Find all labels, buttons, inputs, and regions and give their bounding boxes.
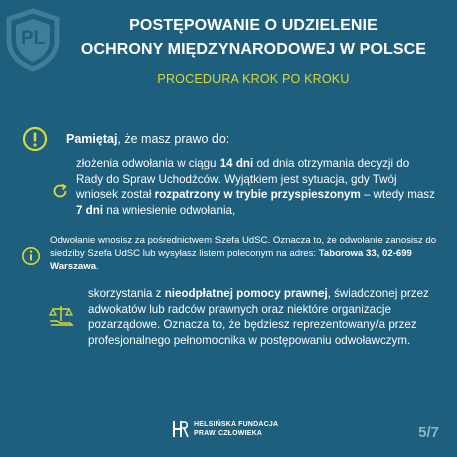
appeal-accelerated: rozpatrzony w trybie przyspieszonym [154, 188, 361, 201]
org-name-line-2: PRAW CZŁOWIEKA [194, 429, 263, 437]
appeal-text [76, 156, 436, 218]
page-subtitle: PROCEDURA KROK PO KROKU [157, 72, 350, 86]
appeal-part-2: od dnia otrzymania decyzji do Rady do Spraw Uchodźców. Wyjątkiem jest sytuacja, gdy Twój wniosek został [76, 157, 410, 201]
legal-aid-text [88, 286, 443, 348]
reminder-text [66, 132, 229, 148]
legal-part-2: , świadczonej przez adwokatów lub radców prawnych oraz niektóre organizacje pozarządowe. Oznacza to, że będziesz reprezentowany/a przez profesjonalnego pełnomocnika w postępowaniu odwoławczym. [88, 287, 429, 347]
info-part-1: Odwołanie wnosisz za pośrednictwem Szefa UdSC. Oznacza to, że odwołanie zanosisz do siedziby Szefa UdSC lub wysyłasz listem poleconym na adres: [50, 235, 437, 259]
exclamation-icon [22, 126, 48, 152]
shield-badge-text: PL [20, 28, 46, 49]
title-line-1: POSTĘPOWANIE O UDZIELENIE [129, 17, 378, 34]
info-text [50, 234, 440, 273]
appeal-part-3: – wtedy masz [360, 188, 435, 201]
legal-part-1: skorzystania z [88, 287, 165, 300]
page-title [62, 14, 445, 62]
info-icon [21, 246, 41, 266]
hfpc-logo-icon [172, 419, 190, 439]
info-part-2: . [96, 261, 99, 272]
scales-hand-icon [48, 303, 74, 329]
reminder-rest: , że masz prawo do: [117, 132, 230, 146]
appeal-deadline-14: 14 dni [219, 157, 254, 170]
info-address: Taborowa 33, 02-699 Warszawa [50, 248, 412, 272]
title-line-2: OCHRONY MIĘDZYNARODOWEJ W POLSCE [80, 41, 427, 58]
org-name-line-1: HELSIŃSKA FUNDACJA [194, 421, 279, 428]
refresh-arrow-icon [51, 182, 69, 200]
appeal-part-4: na wniesienie odwołania, [103, 203, 236, 217]
appeal-deadline-7: 7 dni [76, 203, 104, 217]
page-indicator: 5/7 [418, 424, 439, 441]
appeal-part-1: złożenia odwołania w ciągu [76, 157, 220, 170]
legal-free-aid: nieodpłatnej pomocy prawnej [164, 287, 328, 300]
reminder-bold: Pamiętaj [66, 132, 118, 146]
hfpc-logo [172, 418, 292, 440]
